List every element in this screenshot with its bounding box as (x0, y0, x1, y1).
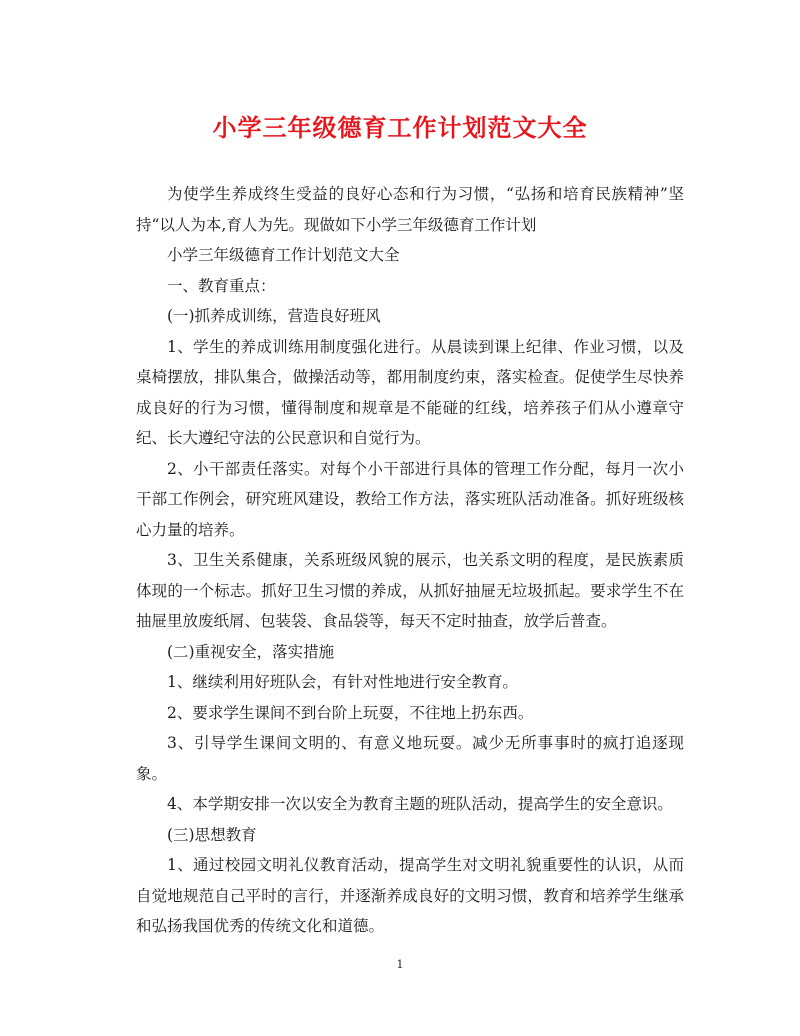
subsection-heading-moral-education: (三)思想教育 (167, 825, 257, 844)
subtitle-paragraph: 小学三年级德育工作计划范文大全 (167, 246, 400, 264)
intro-paragraph: 为使学生养成终生受益的良好心态和行为习惯，“弘扬和培育民族精神”坚持“以人为本,育人为先。现做如下小学三年级德育工作计划 (136, 185, 684, 234)
paragraph-habit-training-2: 2、小干部责任落实。对每个小干部进行具体的管理工作分配，每月一次小干部工作例会，研究班风建设，教给工作方法，落实班队活动准备。抓好班级核心力量的培养。 (136, 459, 684, 539)
document-body (136, 179, 684, 942)
paragraph-moral-education-1: 1、通过校园文明礼仪教育活动，提高学生对文明礼貌重要性的认识，从而自觉地规范自己平时的言行，并逐渐养成良好的文明习惯，教育和培养学生继承和弘扬我国优秀的传统文化和道德。 (136, 856, 684, 935)
subsection-heading-safety: (二)重视安全，落实措施 (167, 642, 335, 661)
paragraph-safety-1: 1、继续利用好班队会，有针对性地进行安全教育。 (167, 673, 518, 691)
subsection-heading-habit-training: (一)抓养成训练，营造良好班风 (167, 307, 381, 325)
page-number: 1 (396, 958, 404, 971)
paragraph-habit-training-1: 1、学生的养成训练用制度强化进行。从晨读到课上纪律、作业习惯，以及桌椅摆放，排队集合，做操活动等，都用制度约束，落实检查。促使学生尽快养成良好的行为习惯，懂得制度和规章是不能碰的红线，培养孩子们从小遵章守纪、长大遵纪守法的公民意识和自觉行为。 (136, 337, 684, 447)
paragraph-habit-training-3: 3、卫生关系健康，关系班级风貌的展示，也关系文明的程度，是民族素质体现的一个标志。抓好卫生习惯的养成，从抓好抽屉无垃圾抓起。要求学生不在抽屉里放废纸屑、包装袋、食品袋等，每天不定时抽查，放学后普查。 (136, 551, 684, 630)
paragraph-safety-4: 4、本学期安排一次以安全为教育主题的班队活动，提高学生的安全意识。 (167, 795, 673, 813)
paragraph-safety-2: 2、要求学生课间不到台阶上玩耍，不往地上扔东西。 (167, 703, 534, 722)
document-title: 小学三年级德育工作计划范文大全 (212, 113, 588, 142)
section-heading-education-focus: 一、教育重点： (167, 276, 276, 295)
paragraph-safety-3: 3、引导学生课间文明的、有意义地玩耍。减少无所事事时的疯打追逐现象。 (136, 734, 684, 783)
